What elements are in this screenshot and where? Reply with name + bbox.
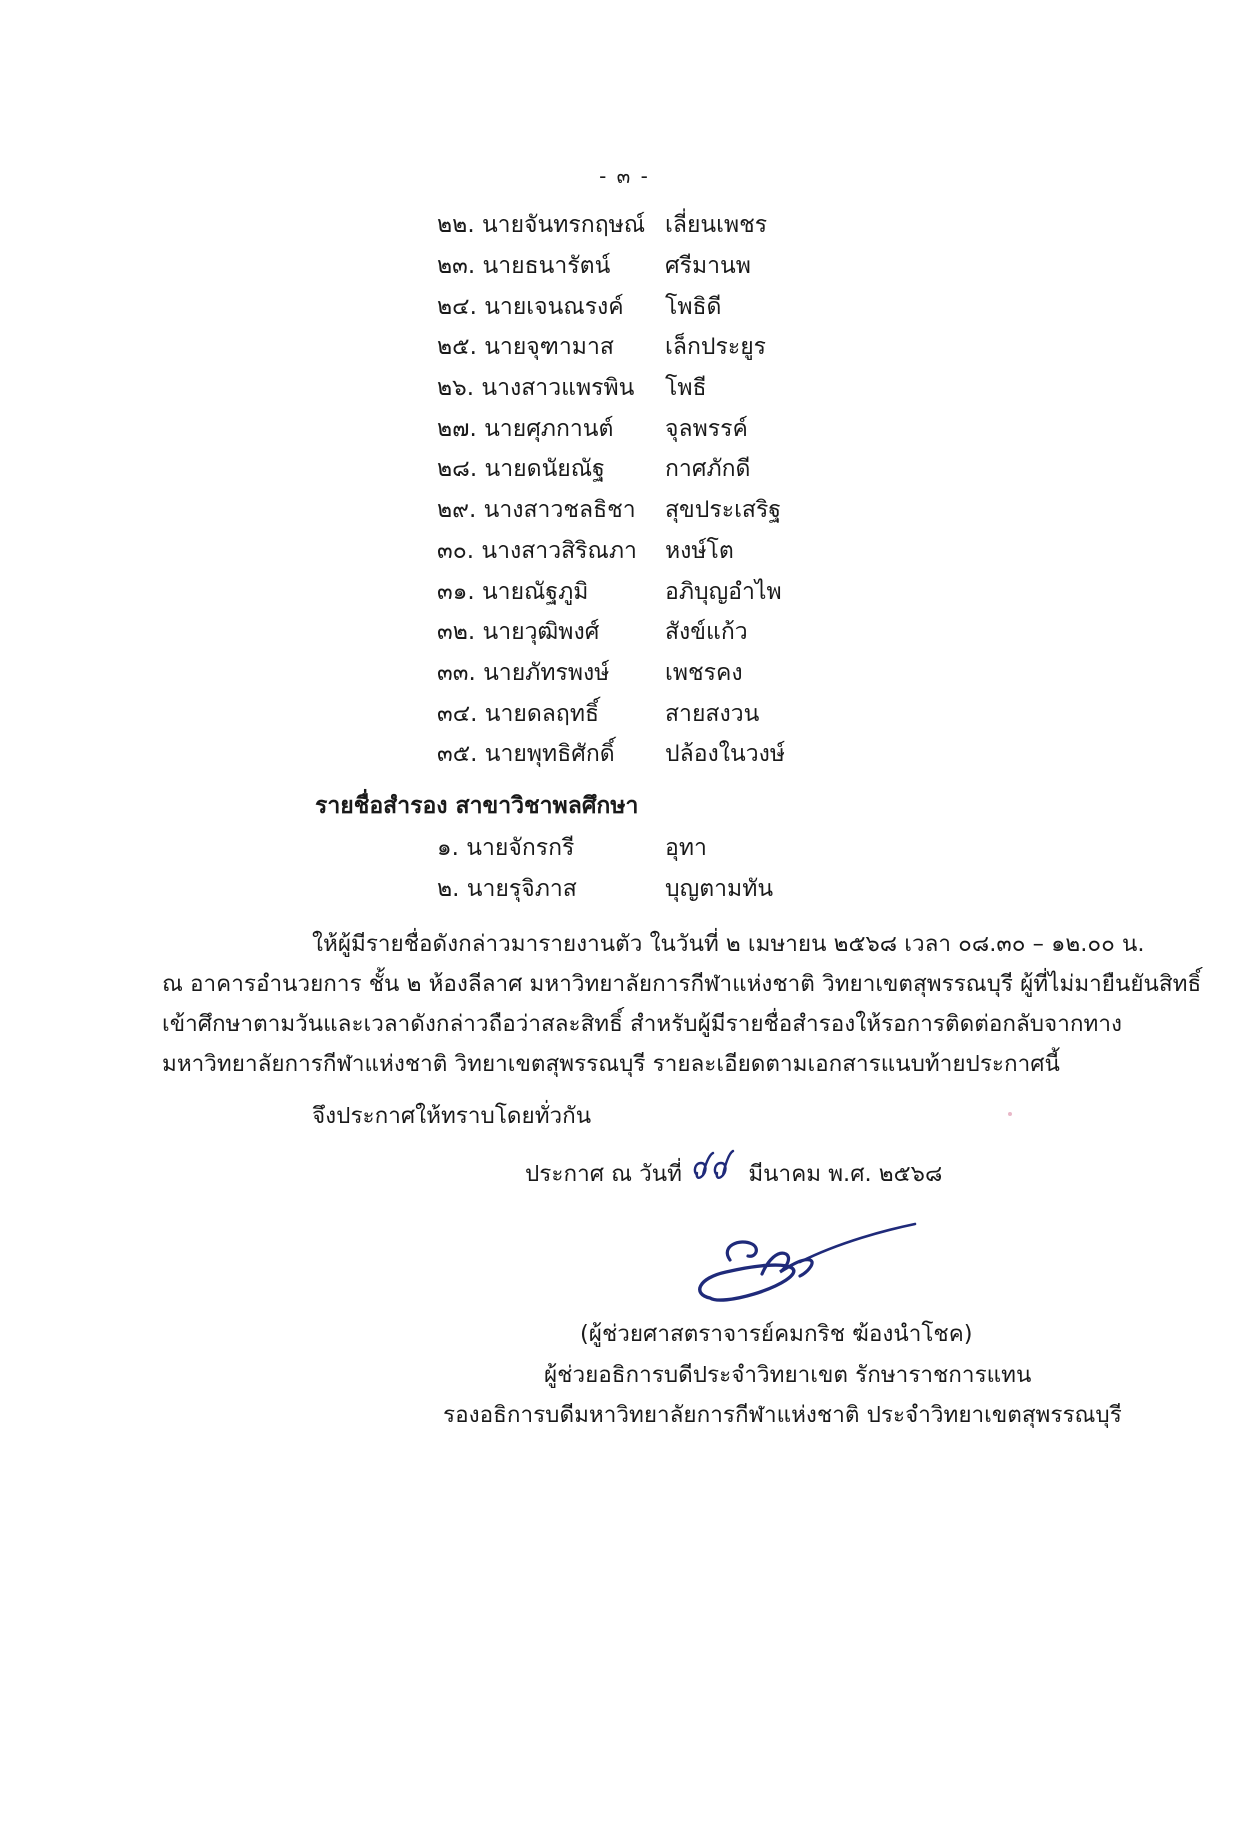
list-item bbox=[437, 408, 897, 449]
signer-title-2: รองอธิการบดีมหาวิทยาลัยการกีฬาแห่งชาติ ประจำวิทยาเขตสุพรรณบุรี bbox=[443, 1402, 1122, 1428]
ink-mark bbox=[1008, 1112, 1012, 1116]
list-item-last-name: อภิบุญอำไพ bbox=[665, 578, 782, 605]
list-item-first-name: ๓๑. นายณัฐภูมิ bbox=[437, 578, 589, 605]
list-item-first-name: ๒. นายรุจิภาส bbox=[437, 876, 577, 903]
list-item-last-name: สายสงวน bbox=[665, 700, 760, 727]
list-item-first-name: ๒๕. นายจุฑามาส bbox=[437, 334, 614, 361]
list-item-last-name: สังข์แก้ว bbox=[665, 619, 748, 646]
list-item bbox=[437, 327, 897, 368]
signer-name: (ผู้ช่วยศาสตราจารย์คมกริช ฆ้องนำโชค) bbox=[580, 1321, 973, 1347]
list-item bbox=[437, 612, 897, 653]
list-item-first-name: ๓๔. นายดลฤทธิ์ bbox=[437, 700, 600, 727]
list-item-first-name: ๓๐. นางสาวสิริณภา bbox=[437, 537, 637, 564]
paragraph-line: เข้าศึกษาตามวันและเวลาดังกล่าวถือว่าสละสิทธิ์ สำหรับผู้มีรายชื่อสำรองให้รอการติดต่อกลับจากทาง bbox=[162, 1011, 1122, 1037]
list-item-last-name: กาศภักดี bbox=[665, 456, 751, 483]
reserve-name-list bbox=[437, 828, 897, 909]
list-item-last-name: โพธี bbox=[665, 375, 707, 402]
list-item-first-name: ๒๓. นายธนารัตน์ bbox=[437, 253, 611, 280]
list-item-last-name: เพชรคง bbox=[665, 659, 743, 686]
list-item bbox=[437, 653, 897, 694]
list-item bbox=[437, 571, 897, 612]
list-item-first-name: ๓๓. นายภัทรพงษ์ bbox=[437, 659, 610, 686]
list-item-last-name: ศรีมานพ bbox=[665, 253, 751, 280]
list-item-first-name: ๒๘. นายดนัยณัฐ bbox=[437, 456, 605, 483]
closing-line: จึงประกาศให้ทราบโดยทั่วกัน bbox=[312, 1103, 592, 1129]
list-item-last-name: โพธิดี bbox=[665, 293, 722, 320]
list-item-last-name: สุขประเสริฐ bbox=[665, 497, 782, 524]
list-item bbox=[437, 368, 897, 409]
paragraph-line: ให้ผู้มีรายชื่อดังกล่าวมารายงานตัว ในวันที่ ๒ เมษายน ๒๕๖๘ เวลา ๐๘.๓๐ – ๑๒.๐๐ น. bbox=[312, 931, 1145, 957]
list-item-first-name: ๒๙. นางสาวชลธิชา bbox=[437, 497, 636, 524]
list-item-first-name: ๓๕. นายพุทธิศักดิ์ bbox=[437, 741, 615, 768]
list-item-first-name: ๒๒. นายจันทรกฤษณ์ bbox=[437, 212, 646, 239]
paragraph-line: มหาวิทยาลัยการกีฬาแห่งชาติ วิทยาเขตสุพรรณบุรี รายละเอียดตามเอกสารแนบท้ายประกาศนี้ bbox=[162, 1051, 1060, 1077]
signature-graphic bbox=[690, 1210, 930, 1310]
list-item-last-name: บุญตามทัน bbox=[665, 876, 774, 903]
name-list bbox=[437, 205, 897, 775]
list-item-last-name: เล็กประยูร bbox=[665, 334, 767, 361]
handwritten-day bbox=[689, 1149, 741, 1183]
signer-title-1: ผู้ช่วยอธิการบดีประจำวิทยาเขต รักษาราชการแทน bbox=[544, 1362, 1032, 1388]
list-item-last-name: หงษ์โต bbox=[665, 537, 734, 564]
list-item bbox=[437, 531, 897, 572]
reserve-heading: รายชื่อสำรอง สาขาวิชาพลศึกษา bbox=[315, 793, 639, 819]
list-item bbox=[437, 734, 897, 775]
list-item-first-name: ๓๒. นายวุฒิพงศ์ bbox=[437, 619, 600, 646]
page-number: - ๓ - bbox=[599, 164, 650, 188]
list-item bbox=[437, 869, 897, 910]
list-item-first-name: ๒๔. นายเจนณรงค์ bbox=[437, 293, 624, 320]
list-item bbox=[437, 490, 897, 531]
list-item bbox=[437, 449, 897, 490]
list-item-first-name: ๒๗. นายศุภกานต์ bbox=[437, 415, 614, 442]
announce-date-line bbox=[525, 1149, 942, 1191]
list-item bbox=[437, 286, 897, 327]
list-item-last-name: ปล้องในวงษ์ bbox=[665, 741, 785, 768]
list-item-first-name: ๒๖. นางสาวแพรพิน bbox=[437, 375, 635, 402]
list-item bbox=[437, 205, 897, 246]
announce-suffix: มีนาคม พ.ศ. ๒๕๖๘ bbox=[748, 1161, 943, 1187]
list-item-last-name: เลี่ยนเพชร bbox=[665, 212, 768, 239]
list-item-first-name: ๑. นายจักรกรี bbox=[437, 835, 575, 862]
list-item-last-name: อุทา bbox=[665, 835, 707, 862]
list-item bbox=[437, 246, 897, 287]
list-item bbox=[437, 693, 897, 734]
announce-prefix: ประกาศ ณ วันที่ bbox=[525, 1161, 683, 1187]
list-item bbox=[437, 828, 897, 869]
paragraph-line: ณ อาคารอำนวยการ ชั้น ๒ ห้องลีลาศ มหาวิทยาลัยการกีฬาแห่งชาติ วิทยาเขตสุพรรณบุรี ผู้ที่ไม่มายืนยันสิทธิ์ bbox=[162, 971, 1202, 997]
list-item-last-name: จุลพรรค์ bbox=[665, 415, 748, 442]
